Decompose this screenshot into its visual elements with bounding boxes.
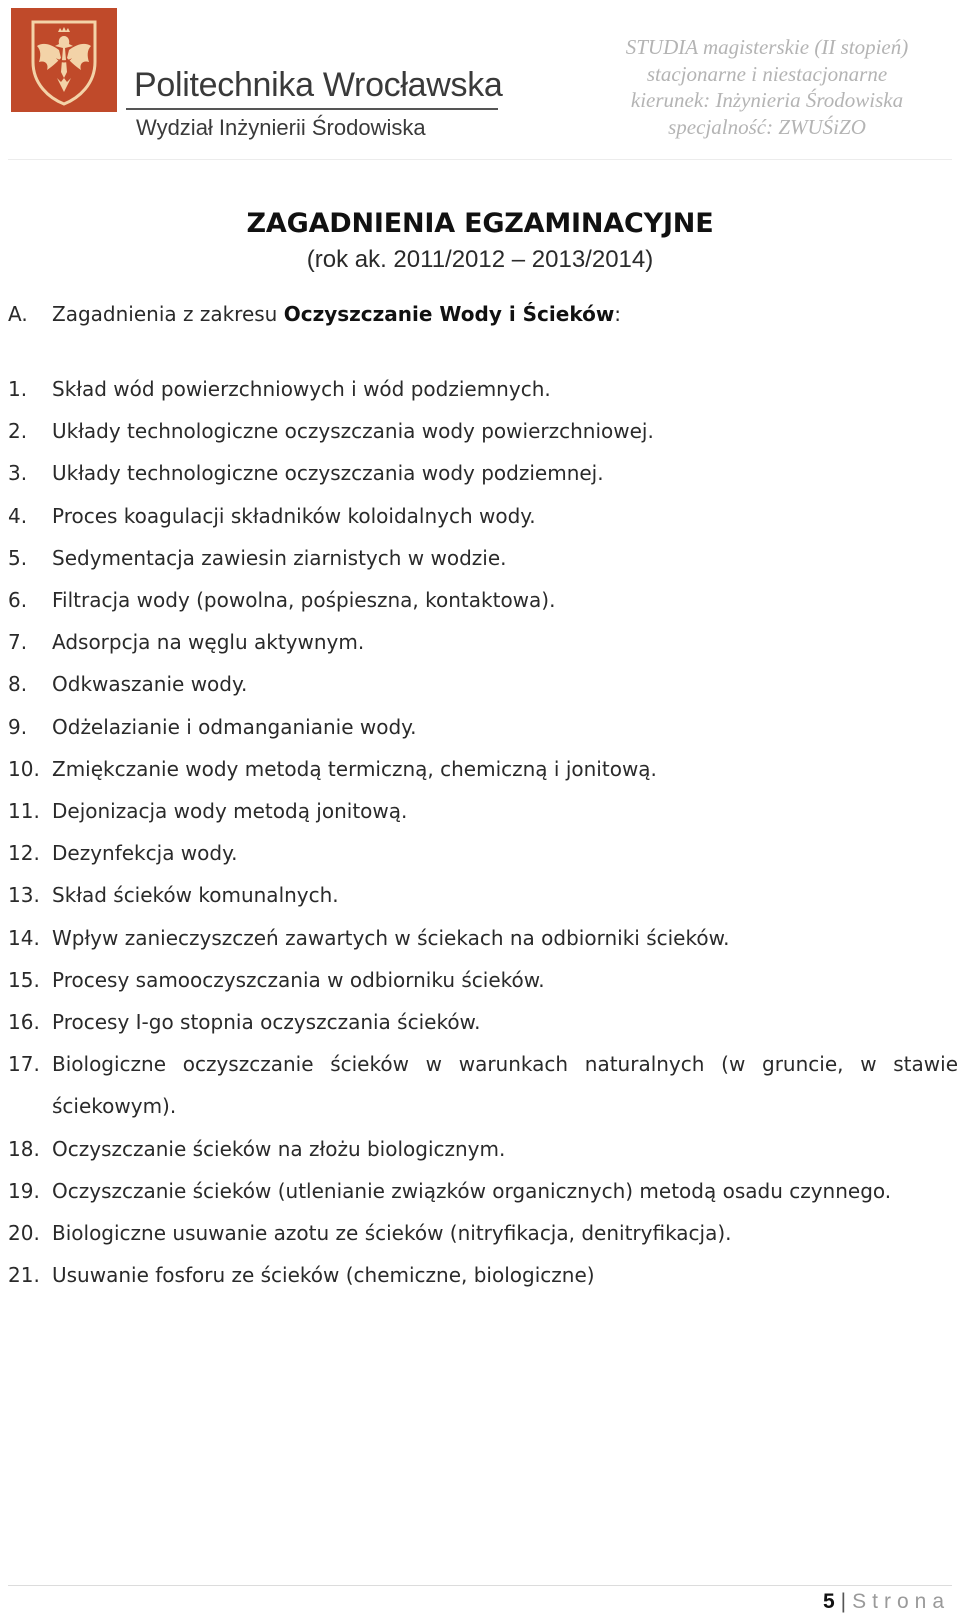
exam-topics-list bbox=[8, 368, 958, 1296]
list-item bbox=[8, 537, 958, 579]
logo-divider bbox=[126, 108, 498, 110]
item-text: Filtracja wody (powolna, pośpieszna, kontaktowa). bbox=[52, 588, 556, 613]
section-prefix: Zagadnienia z zakresu bbox=[52, 302, 284, 326]
list-item bbox=[8, 1043, 958, 1127]
item-text: Wpływ zanieczyszczeń zawartych w ściekach na odbiorniki ścieków. bbox=[52, 925, 730, 950]
footer-divider bbox=[8, 1585, 952, 1586]
list-item bbox=[8, 706, 958, 748]
item-text: Oczyszczanie ścieków na złożu biologicznym. bbox=[52, 1136, 506, 1161]
item-number: 5. bbox=[8, 545, 28, 570]
list-item bbox=[8, 748, 958, 790]
page-subtitle: (rok ak. 2011/2012 – 2013/2014) bbox=[306, 246, 654, 273]
page-header bbox=[0, 0, 960, 160]
list-item bbox=[8, 1128, 958, 1170]
item-text: Skład wód powierzchniowych i wód podziemnych. bbox=[52, 377, 551, 401]
list-item bbox=[8, 663, 958, 705]
item-text: Odżelazianie i odmanganianie wody. bbox=[52, 714, 417, 739]
item-number: 7. bbox=[8, 630, 28, 655]
list-item bbox=[8, 874, 958, 916]
list-item bbox=[8, 832, 958, 874]
faculty-name: Wydział Inżynierii Środowiska bbox=[136, 115, 426, 140]
list-item bbox=[8, 579, 958, 621]
item-number: 12. bbox=[8, 841, 40, 866]
page-footer bbox=[823, 1590, 950, 1614]
item-number: 9. bbox=[8, 714, 28, 739]
item-number: 14. bbox=[8, 925, 40, 950]
item-number: 18. bbox=[8, 1136, 40, 1161]
list-item bbox=[8, 495, 958, 537]
page-number: 5 bbox=[822, 1590, 835, 1613]
item-text: Biologiczne oczyszczanie ścieków w warunkach naturalnych (w gruncie, w stawie ściekowym). bbox=[52, 1052, 958, 1119]
item-number: 16. bbox=[8, 1010, 40, 1035]
page-title: ZAGADNIENIA EGZAMINACYJNE bbox=[246, 208, 714, 239]
item-number: 8. bbox=[8, 672, 28, 697]
item-number: 13. bbox=[8, 883, 40, 908]
item-text: Układy technologiczne oczyszczania wody podziemnej. bbox=[52, 461, 604, 486]
list-item bbox=[8, 621, 958, 663]
item-number: 21. bbox=[8, 1263, 40, 1288]
study-line: stacjonarne i niestacjonarne bbox=[646, 61, 888, 86]
item-number: 4. bbox=[8, 503, 28, 528]
item-text: Odkwaszanie wody. bbox=[52, 672, 248, 697]
item-number: 20. bbox=[8, 1221, 40, 1246]
item-number: 6. bbox=[8, 588, 28, 613]
item-text: Biologiczne usuwanie azotu ze ścieków (nitryfikacja, denitryfikacja). bbox=[52, 1221, 732, 1246]
page-label: Strona bbox=[852, 1590, 950, 1613]
university-logo bbox=[11, 8, 117, 112]
list-item bbox=[8, 1170, 958, 1212]
item-number: 1. bbox=[8, 377, 28, 401]
list-item bbox=[8, 1254, 958, 1296]
study-info bbox=[602, 34, 932, 140]
list-item bbox=[8, 410, 958, 452]
item-text: Proces koagulacji składników koloidalnych wody. bbox=[52, 503, 536, 528]
item-text: Procesy samooczyszczania w odbiorniku ścieków. bbox=[52, 967, 545, 992]
list-item bbox=[8, 790, 958, 832]
list-item bbox=[8, 959, 958, 1001]
item-number: 17. bbox=[8, 1052, 40, 1077]
item-number: 11. bbox=[8, 799, 40, 824]
item-text: Zmiękczanie wody metodą termiczną, chemiczną i jonitową. bbox=[52, 756, 657, 781]
section-suffix: : bbox=[614, 302, 622, 326]
item-text: Skład ścieków komunalnych. bbox=[52, 883, 339, 908]
item-text: Dejonizacja wody metodą jonitową. bbox=[52, 799, 408, 824]
item-text: Układy technologiczne oczyszczania wody powierzchniowej. bbox=[52, 419, 654, 444]
study-line: specjalność: ZWUŚiZO bbox=[668, 114, 866, 139]
item-number: 10. bbox=[8, 756, 40, 781]
list-item bbox=[8, 1001, 958, 1043]
list-item bbox=[8, 917, 958, 959]
section-heading bbox=[8, 302, 621, 326]
section-letter: A. bbox=[8, 302, 28, 326]
item-text: Sedymentacja zawiesin ziarnistych w wodzie. bbox=[52, 545, 507, 570]
university-name: Politechnika Wrocławska bbox=[134, 66, 503, 104]
header-divider bbox=[8, 159, 952, 160]
item-number: 3. bbox=[8, 461, 28, 486]
item-text: Usuwanie fosforu ze ścieków (chemiczne, biologiczne) bbox=[52, 1263, 595, 1288]
item-number: 15. bbox=[8, 967, 40, 992]
item-number: 19. bbox=[8, 1178, 40, 1203]
study-line: kierunek: Inżynieria Środowiska bbox=[630, 88, 904, 112]
item-text: Oczyszczanie ścieków (utlenianie związków organicznych) metodą osadu czynnego. bbox=[52, 1178, 892, 1203]
eagle-crest-icon bbox=[11, 8, 117, 112]
item-text: Adsorpcja na węglu aktywnym. bbox=[52, 630, 365, 655]
item-text: Procesy I-go stopnia oczyszczania ścieków. bbox=[52, 1010, 481, 1035]
list-item bbox=[8, 1212, 958, 1254]
study-line: STUDIA magisterskie (II stopień) bbox=[625, 35, 909, 59]
section-subject: Oczyszczanie Wody i Ścieków bbox=[283, 302, 615, 326]
item-text: Dezynfekcja wody. bbox=[52, 841, 238, 866]
footer-separator: | bbox=[840, 1590, 847, 1613]
list-item bbox=[8, 368, 958, 410]
item-number: 2. bbox=[8, 419, 28, 444]
list-item bbox=[8, 452, 958, 494]
